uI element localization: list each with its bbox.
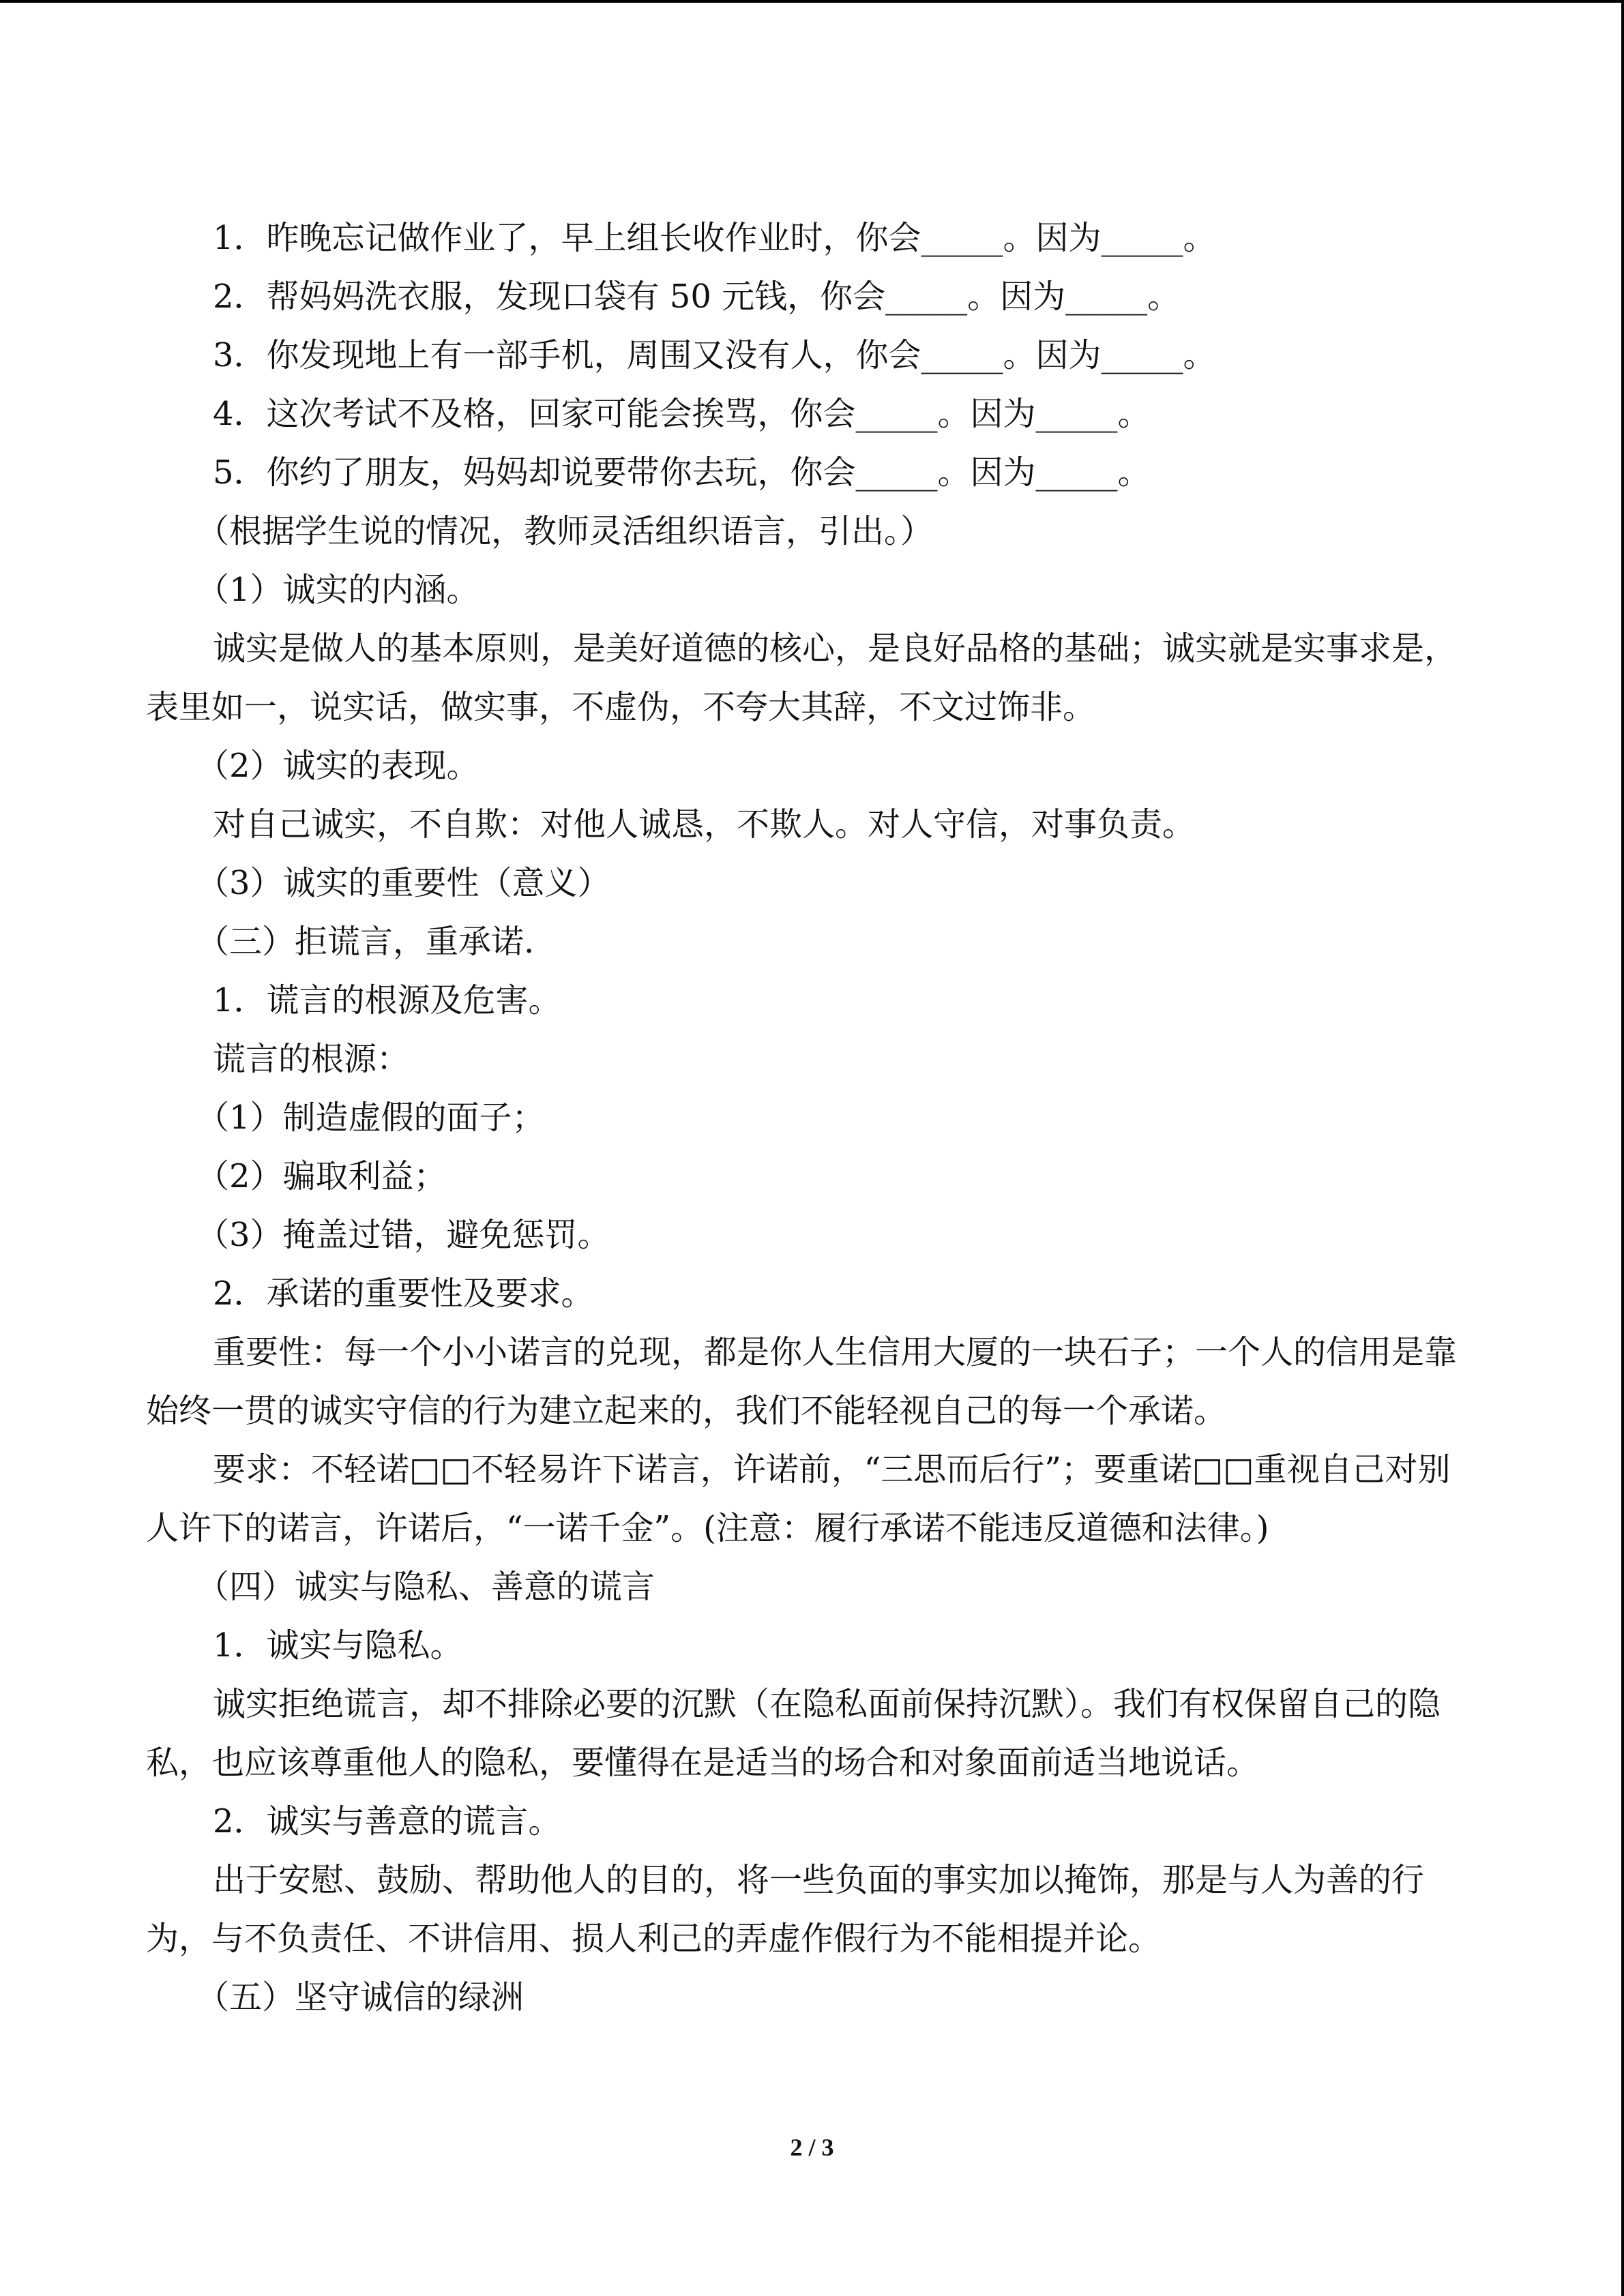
paragraph-line: 出于安慰、鼓励、帮助他人的目的，将一些负面的事实加以掩饰，那是与人为善的行 [213, 1861, 1425, 1899]
subheading-privacy: 1．诚实与隐私。 [213, 1626, 463, 1665]
page-number: 2 / 3 [790, 2134, 834, 2161]
question-4: 4．这次考试不及格，回家可能会挨骂，你会_____。因为_____。 [213, 395, 1151, 433]
document-body [146, 209, 1460, 2027]
section-heading-4: （四）诚实与隐私、善意的谎言 [196, 1568, 655, 1606]
question-1: 1．昨晚忘记做作业了，早上组长收作业时，你会_____。因为_____。 [213, 219, 1216, 257]
heading-honesty-meaning: （1）诚实的内涵。 [196, 571, 479, 609]
top-border [0, 0, 1624, 3]
list-item: （3）掩盖过错，避免惩罚。 [196, 1216, 610, 1254]
paragraph-line: 始终一贯的诚实守信的行为建立起来的，我们不能轻视自己的每一个承诺。 [146, 1392, 1227, 1430]
paragraph-line: 重要性：每一个小小诺言的兑现，都是你人生信用大厦的一块石子；一个人的信用是靠 [213, 1333, 1458, 1371]
list-item: （2）骗取利益； [196, 1157, 447, 1195]
paragraph-line: 对自己诚实，不自欺：对他人诚恳，不欺人。对人守信，对事负责。 [213, 805, 1196, 844]
paragraph-line: 为，与不负责任、不讲信用、损人利己的弄虚作假行为不能相提并论。 [146, 1920, 1162, 1958]
subheading-lies-origin: 1．谎言的根源及危害。 [213, 981, 561, 1019]
paragraph-line: 诚实是做人的基本原则，是美好道德的核心，是良好品格的基础；诚实就是实事求是， [213, 629, 1458, 668]
heading-honesty-importance: （3）诚实的重要性（意义） [196, 864, 610, 902]
paragraph-line: 表里如一，说实话，做实事，不虚伪，不夸大其辞，不文过饰非。 [146, 688, 1096, 726]
list-item: （1）制造虚假的面子； [196, 1099, 545, 1137]
paragraph-line: 诚实拒绝谎言，却不排除必要的沉默（在隐私面前保持沉默）。我们有权保留自己的隐 [213, 1685, 1441, 1723]
right-border [1621, 0, 1624, 2296]
subheading-promise: 2．承诺的重要性及要求。 [213, 1274, 594, 1313]
paragraph-line: 人许下的诺言，许诺后，“一诺千金”。(注意：履行承诺不能违反道德和法律。) [146, 1509, 1269, 1547]
section-heading-3: （三）拒谎言，重承诺. [196, 923, 535, 961]
question-5: 5．你约了朋友，妈妈却说要带你去玩，你会_____。因为_____。 [213, 453, 1151, 492]
question-3: 3．你发现地上有一部手机，周围又没有人，你会_____。因为_____。 [213, 336, 1216, 374]
heading-honesty-expression: （2）诚实的表现。 [196, 747, 479, 785]
teacher-note: （根据学生说的情况，教师灵活组织语言，引出。） [196, 512, 934, 550]
paragraph-line: 谎言的根源： [213, 1040, 410, 1078]
subheading-white-lie: 2．诚实与善意的谎言。 [213, 1802, 561, 1840]
question-2: 2．帮妈妈洗衣服，发现口袋有 50 元钱，你会_____。因为_____。 [213, 278, 1181, 316]
paragraph-line: 要求：不轻诺□□不轻易许下诺言，许诺前，“三思而后行”；要重诺□□重视自己对别 [213, 1450, 1451, 1489]
paragraph-line: 私，也应该尊重他人的隐私，要懂得在是适当的场合和对象面前适当地说话。 [146, 1744, 1260, 1782]
section-heading-5: （五）坚守诚信的绿洲 [196, 1978, 525, 2016]
